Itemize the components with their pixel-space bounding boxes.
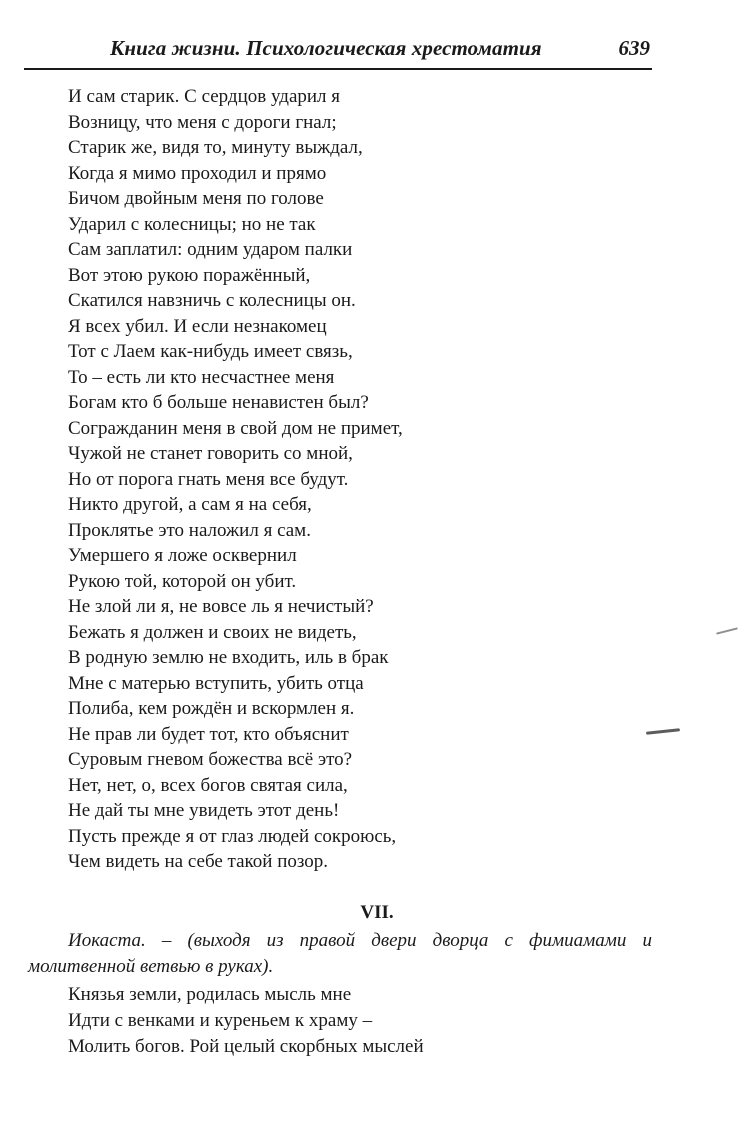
scan-smudge: [716, 627, 738, 634]
verse-line: И сам старик. С сердцов ударил я: [68, 86, 341, 107]
verse-line: Ударил с колесницы; но не так: [68, 213, 316, 235]
verse-line: Полиба, кем рождён и вскормлен я.: [68, 698, 355, 719]
verse-line: Суровым гневом божества всё это?: [68, 749, 353, 770]
verse-line: Скатился навзничь с колесницы он.: [68, 290, 356, 311]
verse-line: То – есть ли кто несчастнее меня: [68, 366, 335, 388]
verse-line: Когда я мимо проходил и прямо: [68, 162, 327, 184]
verse-block: [68, 84, 403, 875]
verse-line: Молить богов. Рой целый скорбных мыслей: [68, 1036, 424, 1057]
verse-line: Чужой не станет говорить со мной,: [68, 443, 353, 464]
verse-line: Князья земли, родилась мысль мне: [68, 984, 352, 1005]
verse-line: Не дай ты мне увидеть этот день!: [68, 800, 340, 821]
verse-line: Не злой ли я, не вовсе ль я нечистый?: [68, 596, 374, 617]
verse-line: Богам кто б больше ненавистен был?: [68, 392, 369, 413]
verse-line: Согражданин меня в свой дом не примет,: [68, 417, 403, 439]
verse-line: Возницу, что меня с дороги гнал;: [68, 111, 337, 133]
verse-block-2: [68, 982, 424, 1060]
verse-line: Старик же, видя то, минуту выждал,: [68, 137, 363, 158]
page-number: 639: [618, 36, 650, 60]
verse-line: Мне с матерью вступить, убить отца: [68, 672, 364, 694]
verse-line: Никто другой, а сам я на себя,: [68, 494, 312, 515]
verse-line: Сам заплатил: одним ударом палки: [68, 239, 353, 260]
verse-line: Но от порога гнать меня все будут.: [68, 468, 349, 490]
verse-line: Умершего я ложе осквернил: [68, 545, 297, 566]
verse-line: В родную землю не входить, иль в брак: [68, 647, 389, 668]
header-rule: [24, 68, 652, 70]
verse-line: Я всех убил. И если незнакомец: [68, 315, 327, 337]
verse-line: Бичом двойным меня по голове: [68, 188, 324, 209]
section-number: VII.: [360, 902, 394, 923]
stage-direction: Иокаста. – (выходя из правой двери дворца с фимиамами и молитвенной ветвью в руках).: [28, 930, 652, 977]
verse-line: Тот с Лаем как-нибудь имеет связь,: [68, 341, 353, 362]
scan-smudge: [646, 728, 680, 735]
verse-line: Чем видеть на себе такой позор.: [68, 851, 329, 872]
verse-line: Проклятье это наложил я сам.: [68, 519, 311, 541]
verse-line: Вот этою рукою поражённый,: [68, 264, 311, 286]
verse-line: Нет, нет, о, всех богов святая сила,: [68, 774, 348, 796]
verse-line: Пусть прежде я от глаз людей сокроюсь,: [68, 825, 397, 847]
verse-line: Бежать я должен и своих не видеть,: [68, 621, 357, 643]
running-title: Книга жизни. Психологическая хрестоматия: [110, 36, 542, 60]
verse-line: Идти с венками и куреньем к храму –: [68, 1010, 373, 1031]
verse-line: Рукою той, которой он убит.: [68, 570, 297, 592]
verse-line: Не прав ли будет тот, кто объяснит: [68, 723, 349, 745]
page-header: [24, 30, 652, 66]
